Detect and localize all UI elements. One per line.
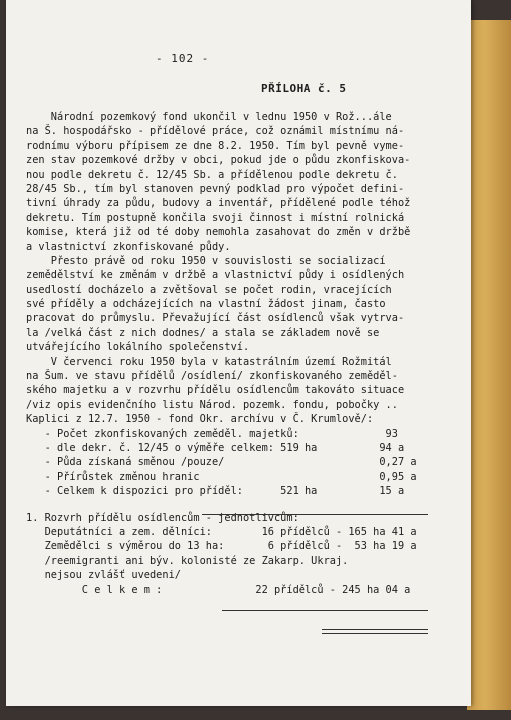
text-line: komise, která již od té doby nemohla zasahovat do změn v držbě [26, 226, 411, 239]
text-line: utvářejícího lokálního společenství. [26, 341, 250, 354]
page-number: - 102 - [156, 52, 210, 65]
list-item: - dle dekr. č. 12/45 o výměře celkem: 519 ha 94 a [26, 441, 405, 454]
table-row: Deputátníci a zem. dělníci: 16 přídělců - 165 ha 41 a [26, 525, 417, 538]
appendix-heading: PŘÍLOHA č. 5 [261, 82, 347, 95]
text-line: V červenci roku 1950 byla v katastrálním území Rožmitál [26, 355, 392, 368]
text-line: zen stav pozemkové držby v obci, pokud jde o půdu zkonfiskova- [26, 154, 411, 167]
text-line: pracovat do průmyslu. Převažující část osídlenců však vytrva- [26, 312, 405, 325]
text-line: dekretu. Tím postupně končila svoji činnost i místní rolnická [26, 211, 405, 224]
list-item: - Celkem k dispozici pro příděl: 521 ha 15 a [26, 485, 405, 498]
table-row: /reemigranti ani býv. kolonisté ze Zakarp. Ukraj. [26, 554, 349, 567]
document-page [6, 0, 471, 706]
book-cover-edge [467, 20, 511, 710]
list-item: - Počet zkonfiskovaných zeměděl. majetků: 93 [26, 427, 398, 440]
text-line: Kaplici z 12.7. 1950 - fond Okr. archívu v Č. Krumlově/: [26, 413, 374, 426]
text-line: 28/45 Sb., tím byl stanoven pevný podklad pro výpočet defini- [26, 182, 405, 195]
table-row: Zemědělci s výměrou do 13 ha: 6 přídělců - 53 ha 19 a [26, 540, 417, 553]
text-line: rodnímu výboru přípisem ze dne 8.2. 1950. Tím byl pevně vyme- [26, 139, 405, 152]
text-line: la /velká část z nich dodnes/ a stala se základem nově se [26, 326, 380, 339]
text-line: Přesto právě od roku 1950 v souvislosti se socializací [26, 254, 386, 267]
double-underline [322, 629, 428, 634]
section-heading: 1. Rozvrh přídělu osídlencům - jednotlivcům: [26, 511, 299, 524]
text-line: /viz opis evidenčního listu Národ. pozemk. fondu, pobočky .. [26, 398, 398, 411]
text-line: zemědělství ke změnám v držbě a vlastnictví půdy i osídlených [26, 269, 405, 282]
divider [222, 610, 428, 611]
text-line: nou podle dekretu č. 12/45 Sb. a přídělenou podle dekretu č. [26, 168, 398, 181]
table-row: nejsou zvlášť uvedeni/ [26, 569, 181, 582]
text-line: své příděly a odcházejících na vlastní žádost jinam, často [26, 298, 386, 311]
text-line: na Šum. ve stavu přídělů /osídlení/ zkonfiskovaného zeměděl- [26, 370, 398, 383]
divider [202, 514, 428, 515]
list-item: - Půda získaná směnou /pouze/ 0,27 a [26, 456, 417, 469]
document-body [26, 110, 456, 597]
text-line: usedlostí docházelo a zvětšoval se počet rodin, vracejících [26, 283, 392, 296]
text-line: na Š. hospodářsko - přídělové práce, což oznámil místnímu ná- [26, 125, 405, 138]
list-item: - Přírůstek změnou hranic 0,95 a [26, 470, 417, 483]
total-row: C e l k e m : 22 přídělců - 245 ha 04 a [26, 583, 411, 596]
text-line: a vlastnictví zkonfiskované půdy. [26, 240, 231, 253]
text-line: tivní úhrady za půdu, budovy a inventář, přídělené podle téhož [26, 197, 411, 210]
text-line: ského majetku a v rozvrhu přídělu osídlencům takováto situace [26, 384, 405, 397]
text-line: Národní pozemkový fond ukončil v lednu 1950 v Rož...ále [26, 111, 392, 123]
